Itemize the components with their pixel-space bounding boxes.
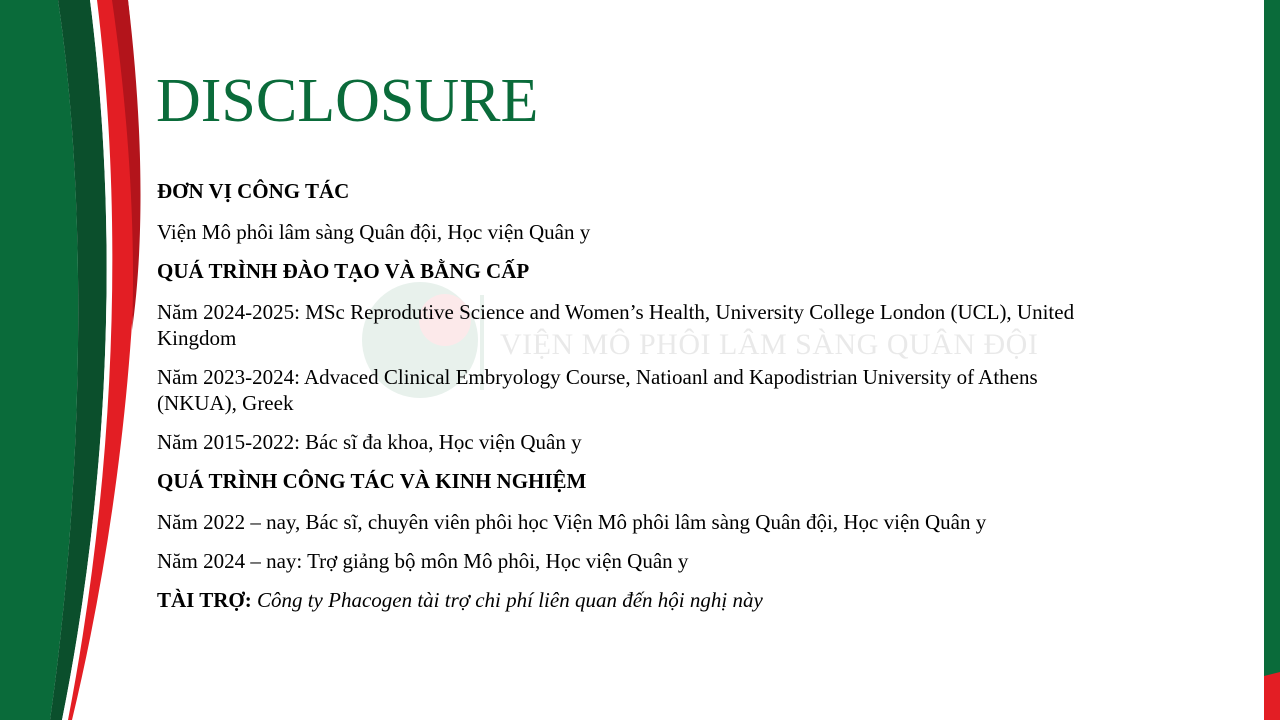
experience-item: Năm 2022 – nay, Bác sĩ, chuyên viên phôi học Viện Mô phôi lâm sàng Quân đội, Học viện Quân y <box>157 510 987 534</box>
education-item: Năm 2023-2024: Advaced Clinical Embryology Course, Natioanl and Kapodistrian University of Athens (NKUA), Greek <box>157 365 1038 415</box>
slide-title: DISCLOSURE <box>156 67 539 135</box>
education-heading: QUÁ TRÌNH ĐÀO TẠO VÀ BẰNG CẤP <box>157 259 530 283</box>
watermark-text: VIỆN MÔ PHÔI LÂM SÀNG QUÂN ĐỘI <box>500 328 1039 361</box>
experience-heading: QUÁ TRÌNH CÔNG TÁC VÀ KINH NGHIỆM <box>157 469 587 493</box>
education-item: Năm 2015-2022: Bác sĩ đa khoa, Học viện Quân y <box>157 430 582 454</box>
left-decorative-swoosh <box>0 0 150 720</box>
workplace-heading: ĐƠN VỊ CÔNG TÁC <box>157 179 350 203</box>
right-decorative-strip <box>1260 0 1280 720</box>
sponsor-text: Công ty Phacogen tài trợ chi phí liên quan đến hội nghị này <box>256 588 763 612</box>
workplace-text: Viện Mô phôi lâm sàng Quân đội, Học viện Quân y <box>157 220 591 244</box>
experience-item: Năm 2024 – nay: Trợ giảng bộ môn Mô phôi, Học viện Quân y <box>157 549 689 573</box>
sponsor-label: TÀI TRỢ: <box>157 588 252 612</box>
education-item: Năm 2024-2025: MSc Reprodutive Science and Women’s Health, University College London (UCL), United Kingdom <box>157 300 1075 350</box>
disclosure-content <box>157 178 1107 626</box>
sponsor-line <box>157 587 1107 613</box>
